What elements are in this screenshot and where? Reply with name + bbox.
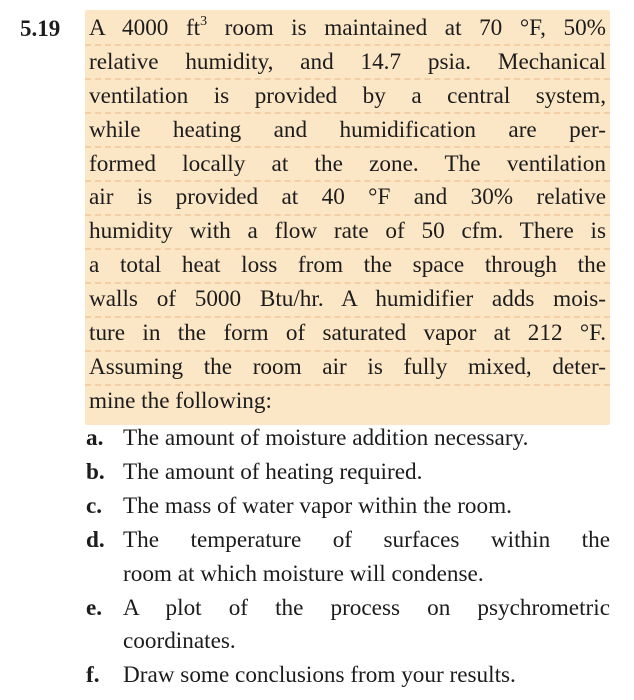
statement-line: walls of 5000 Btu/hr. A humidifier adds mois- xyxy=(89,286,606,313)
item-text: coordinates. xyxy=(123,628,236,655)
item-text: room at which moisture will condense. xyxy=(123,560,484,587)
item-label: d. xyxy=(86,526,105,553)
statement-line: ventilation is provided by a central system, xyxy=(89,82,606,109)
item-text: Draw some conclusions from your results. xyxy=(123,662,516,689)
sub-question-f xyxy=(86,659,610,693)
item-text: The temperature of surfaces within the xyxy=(123,526,610,553)
statement-line: air is provided at 40 °F and 30% relative xyxy=(89,184,606,211)
statement-line: while heating and humidification are per- xyxy=(89,116,606,143)
statement-line: A 4000 $ft^3$ room is maintained at 70 °F, 50% xyxy=(89,14,606,41)
sub-question-c xyxy=(86,490,610,524)
sub-question-e xyxy=(86,592,610,660)
item-text: The amount of heating required. xyxy=(123,458,423,485)
statement-line: relative humidity, and 14.7 psia. Mechanical xyxy=(89,48,606,75)
sub-question-d xyxy=(86,524,610,592)
item-label: b. xyxy=(86,458,105,485)
superscript: 3 xyxy=(200,14,208,29)
statement-line: mine the following: xyxy=(89,387,272,414)
sub-question-b xyxy=(86,456,610,490)
problem-statement xyxy=(89,12,606,419)
sub-question-list xyxy=(86,422,610,693)
item-text: The mass of water vapor within the room. xyxy=(123,492,512,519)
item-label: f. xyxy=(86,662,100,689)
item-label: c. xyxy=(86,492,103,519)
statement-line: formed locally at the zone. The ventilation xyxy=(89,150,606,177)
statement-line: ture in the form of saturated vapor at 212 °F. xyxy=(89,320,606,347)
sub-question-a xyxy=(86,422,610,456)
problem-number: 5.19 xyxy=(20,16,61,41)
statement-line: humidity with a flow rate of 50 cfm. There is xyxy=(89,218,606,245)
item-label: e. xyxy=(86,594,103,621)
item-text: The amount of moisture addition necessary. xyxy=(123,425,529,451)
statement-line: Assuming the room air is fully mixed, deter- xyxy=(89,353,606,380)
item-label: a. xyxy=(86,425,104,451)
statement-line: a total heat loss from the space through the xyxy=(89,252,606,279)
item-text: A plot of the process on psychrometric xyxy=(123,594,610,621)
